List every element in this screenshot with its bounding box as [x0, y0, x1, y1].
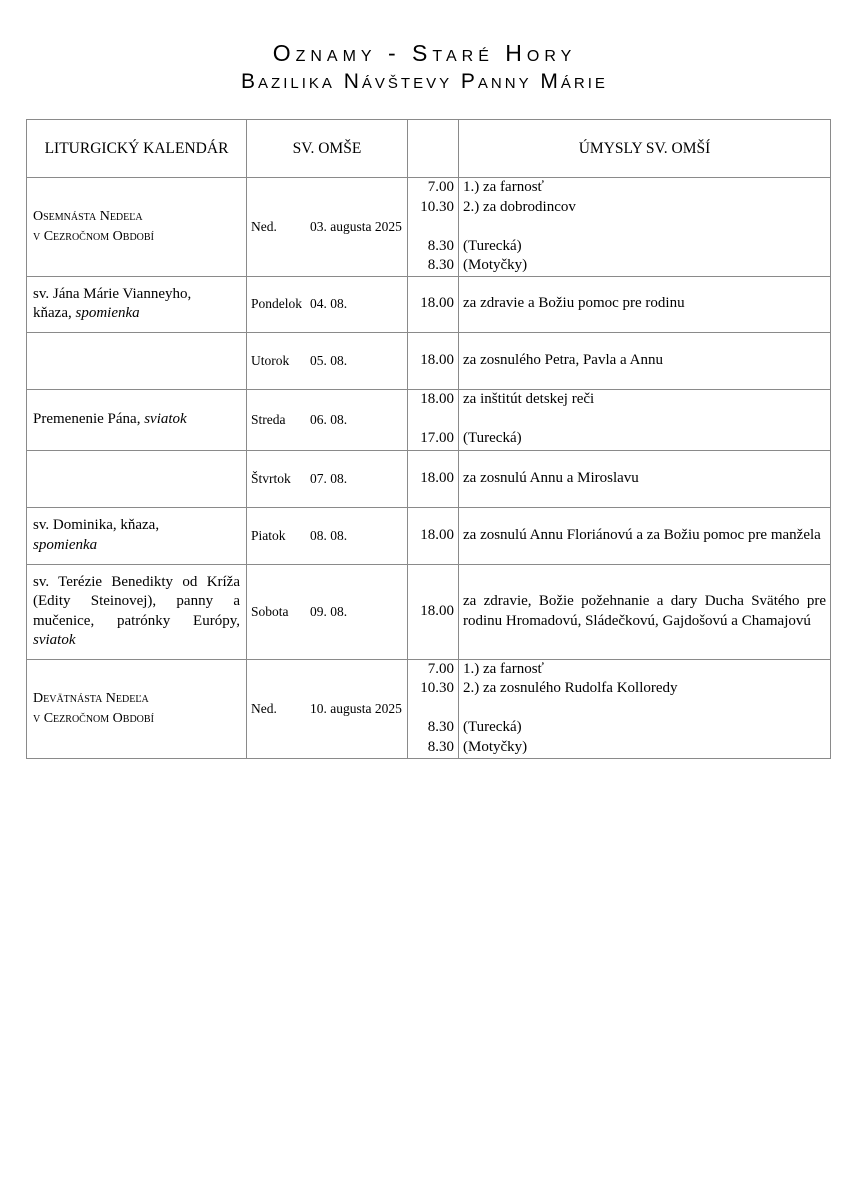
mass-intention: za zdravie a Božiu pomoc pre rodinu [459, 276, 831, 332]
table-row [27, 659, 831, 758]
liturgical-day: sv. Jána Márie Vianneyho, kňaza, spomienka [27, 276, 247, 332]
mass-day: Sobota 09. 08. [247, 564, 408, 659]
mass-day: Ned. 03. augusta 2025 [247, 178, 408, 277]
announcements-table [26, 119, 831, 759]
mass-intentions: 1.) za farnosť 2.) za dobrodincov (Turecká) (Motyčky) [459, 178, 831, 277]
mass-intention: za zosnulú Annu a Miroslavu [459, 450, 831, 507]
mass-day: Ned. 10. augusta 2025 [247, 659, 408, 758]
mass-intention: za zosnulého Petra, Pavla a Annu [459, 332, 831, 389]
page-subtitle: Bazilika Návštevy Panny Márie [241, 70, 608, 93]
table-header-row [27, 120, 831, 178]
table-row [27, 276, 831, 332]
mass-day: Štvrtok 07. 08. [247, 450, 408, 507]
mass-intentions: za inštitút detskej reči (Turecká) [459, 389, 831, 450]
table-row [27, 332, 831, 389]
table-row [27, 450, 831, 507]
mass-intention: za zosnulú Annu Floriánovú a za Božiu pomoc pre manžela [459, 507, 831, 564]
header-masses: SV. OMŠE [247, 120, 408, 178]
mass-times: 7.00 10.30 8.30 8.30 [408, 178, 459, 277]
table-row [27, 564, 831, 659]
table-row [27, 507, 831, 564]
mass-time: 18.00 [408, 276, 459, 332]
mass-time: 18.00 [408, 332, 459, 389]
mass-day: Utorok 05. 08. [247, 332, 408, 389]
header-calendar: LITURGICKÝ KALENDÁR [27, 120, 247, 178]
liturgical-day [27, 332, 247, 389]
mass-intentions: 1.) za farnosť 2.) za zosnulého Rudolfa Kolloredy (Turecká) (Motyčky) [459, 659, 831, 758]
mass-times: 18.00 17.00 [408, 389, 459, 450]
table-row [27, 389, 831, 450]
mass-day: Streda 06. 08. [247, 389, 408, 450]
mass-time: 18.00 [408, 564, 459, 659]
liturgical-day: Premenenie Pána, sviatok [27, 389, 247, 450]
mass-day: Pondelok 04. 08. [247, 276, 408, 332]
mass-time: 18.00 [408, 450, 459, 507]
mass-time: 18.00 [408, 507, 459, 564]
mass-intention: za zdravie, Božie požehnanie a dary Ducha Svätého pre rodinu Hromadovú, Sládečkovú, Gajdošovú a Chamajovú [459, 564, 831, 659]
table-row [27, 178, 831, 277]
header-intentions: ÚMYSLY SV. OMŠÍ [459, 120, 831, 178]
header-empty [408, 120, 459, 178]
mass-day: Piatok 08. 08. [247, 507, 408, 564]
mass-times: 7.00 10.30 8.30 8.30 [408, 659, 459, 758]
liturgical-day [27, 450, 247, 507]
liturgical-day: sv. Terézie Benedikty od Kríža (Edity Steinovej), panny a mučenice, patrónky Európy, sviatok [27, 564, 247, 659]
liturgical-day: Osemnásta Nedeľa v Cezročnom Období [27, 178, 247, 277]
liturgical-day: Devätnásta Nedeľa v Cezročnom Období [27, 659, 247, 758]
liturgical-day: sv. Dominika, kňaza, spomienka [27, 507, 247, 564]
page-title: Oznamy - Staré Hory [272, 40, 577, 66]
